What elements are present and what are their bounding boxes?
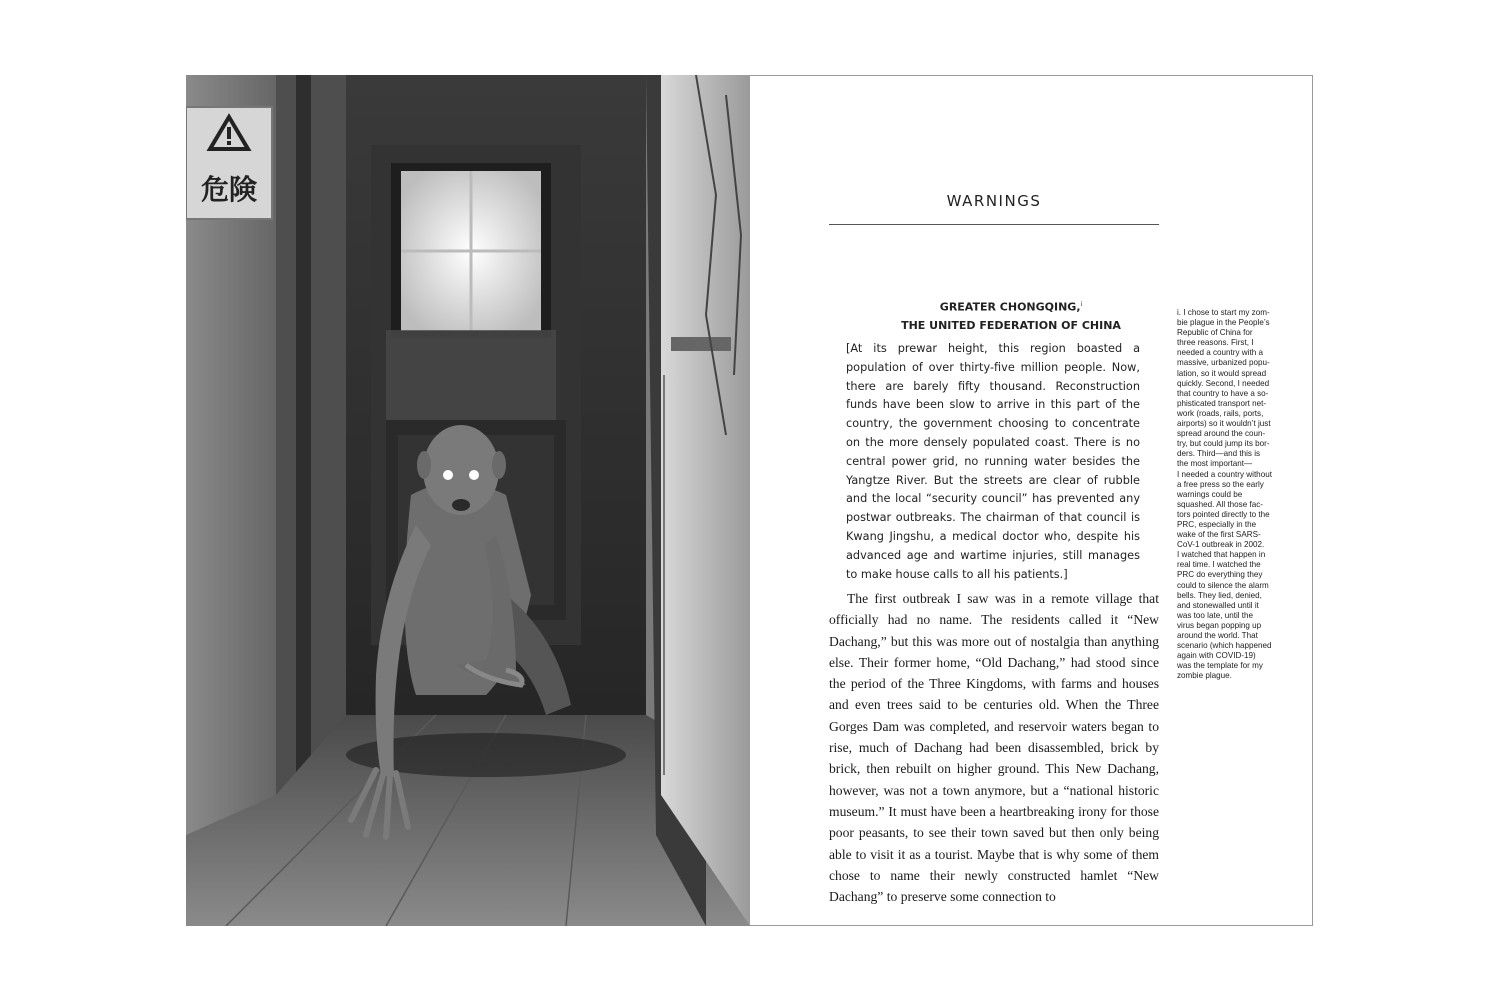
illustration bbox=[186, 75, 750, 926]
location-line-1: GREATER CHONGQING, bbox=[939, 300, 1081, 314]
location-heading bbox=[846, 296, 1176, 335]
sign-text: 危険 bbox=[200, 173, 258, 206]
chapter-title: WARNINGS bbox=[946, 192, 1042, 210]
zombie-doorway-illustration bbox=[186, 75, 750, 926]
footnote: i. I chose to start my zom- bie plague in the People’s Republic of China for three reasons. First, I needed a country with a massive, urbanized popu- lation, so it would spread quickly. Second, I needed that country to have a so- phisticated transport net- work (roads, rails, ports, airports) so it wouldn’t just spread around the coun- try, but could jump its bor- ders. Third—and this is the most important— I needed a country without a free press so the early warnings could be squashed. All those fac- tors pointed directly to the PRC, especially in the wake of the first SARS- CoV-1 outbreak in 2002. I watched that happen in real time. I watched the PRC do everything they could to silence the alarm bells. They lied, denied, and stonewalled until it was too late, until the virus began popping up around the world. That scenario (which happened again with COVID-19) was the template for my zombie plague. bbox=[1177, 308, 1272, 681]
chapter-divider bbox=[829, 224, 1159, 225]
footnote-marker: i bbox=[1080, 301, 1083, 308]
intro-paragraph: [At its prewar height, this region boasted a population of over thirty-five million people. Now, there are barely fifty thousand. Reconstruction funds have been slow to arrive in this part of the country, the government choosing to concentrate on the more densely populated coast. There is no central power grid, no running water besides the Yangtze River. But the streets are clear of rubble and the local “security council” has prevented any postwar outbreaks. The chairman of that council is Kwang Jingshu, a medical doctor who, despite his advanced age and wartime injuries, still manages to make house calls to all his patients.] bbox=[846, 342, 1140, 581]
location-line-2: THE UNITED FEDERATION OF CHINA bbox=[901, 318, 1121, 332]
warning-sign bbox=[186, 107, 272, 219]
body-paragraph: The first outbreak I saw was in a remote village that officially had no name. The residents called it “New Dachang,” but this was more out of nostalgia than anything else. Their former home, “Old Dachang,” had stood since the period of the Three Kingdoms, with farms and houses and even trees said to be centuries old. When the Three Gorges Dam was completed, and reservoir waters began to rise, much of Dachang had been disassembled, brick by brick, then rebuilt on higher ground. This New Dachang, however, was not a town anymore, but a “national historic museum.” It must have been a heartbreaking irony for those poor peasants, to see their town saved but then only being able to visit it as a tourist. Maybe that is why some of them chose to name their newly constructed hamlet “New Dachang” to preserve some connection to bbox=[829, 591, 1159, 905]
